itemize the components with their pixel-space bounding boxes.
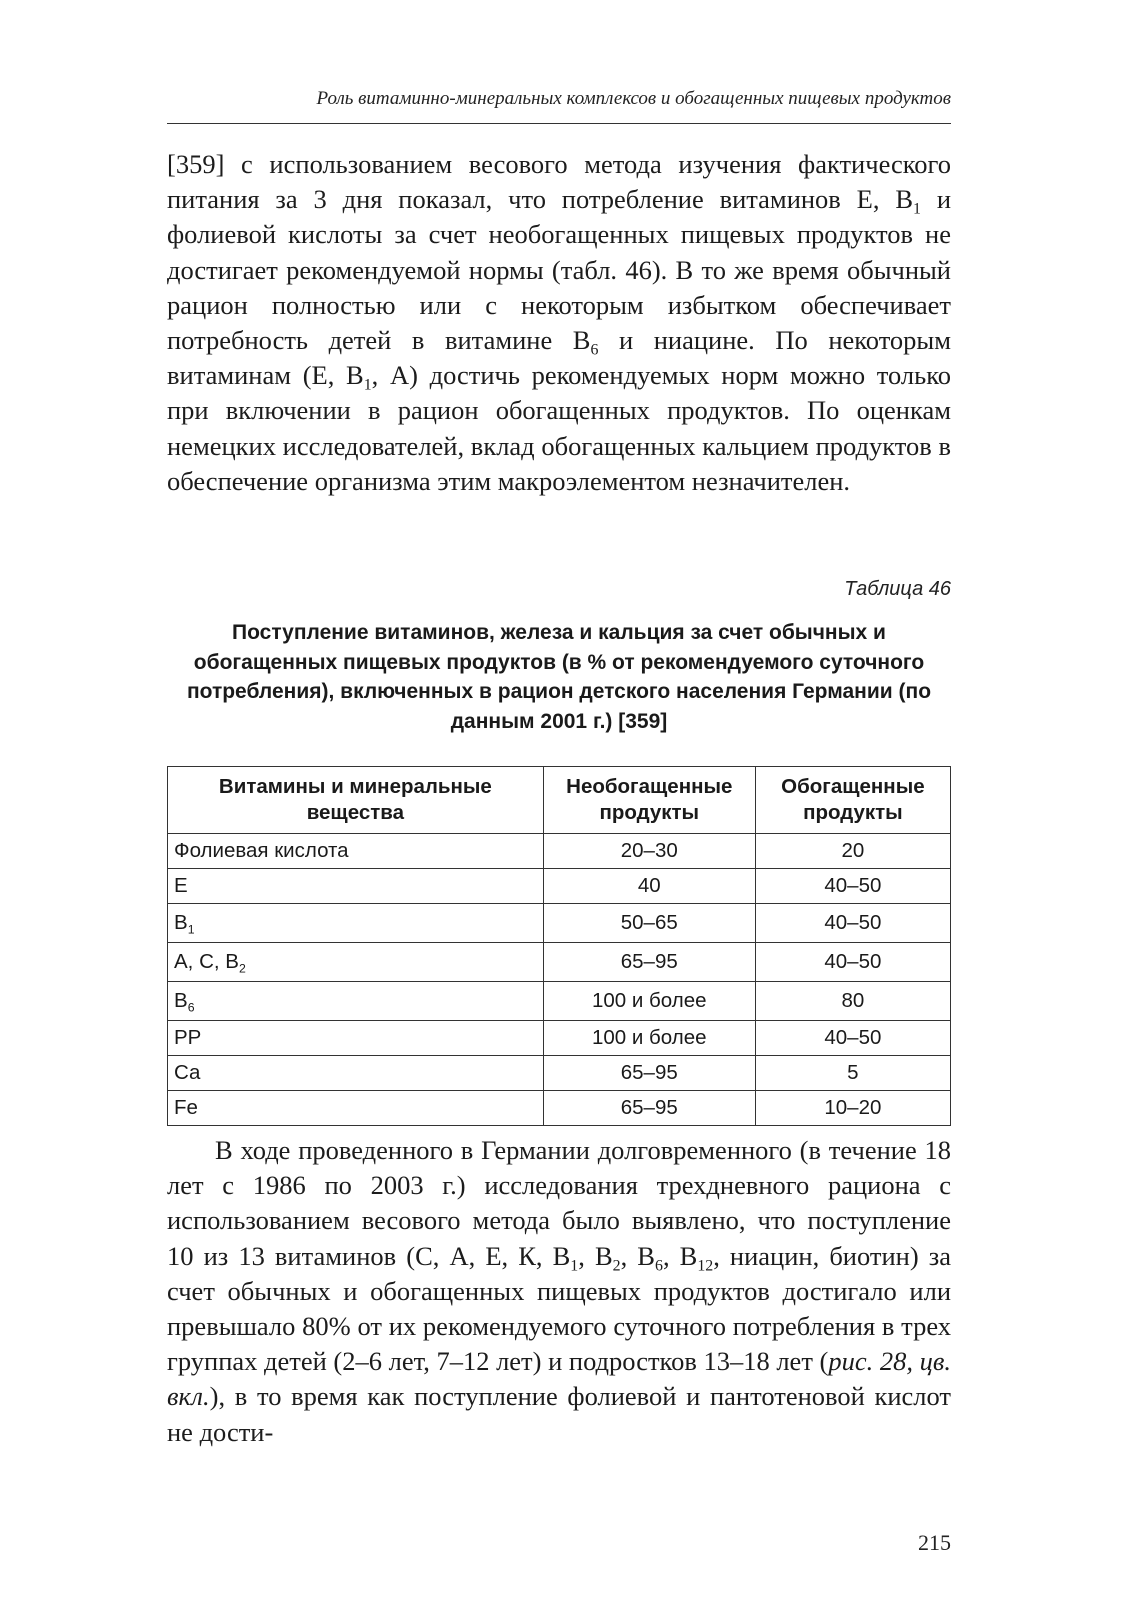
cell-fortified: 20 <box>755 834 950 869</box>
cell-fortified: 40–50 <box>755 904 950 943</box>
paragraph-1 <box>167 147 951 499</box>
cell-fortified: 80 <box>755 982 950 1021</box>
column-header-unfortified: Необогащенные продукты <box>543 767 755 834</box>
table-row <box>168 904 951 943</box>
cell-unfortified: 40 <box>543 869 755 904</box>
header-rule <box>167 123 951 124</box>
cell-substance <box>168 1056 544 1091</box>
cell-unfortified: 65–95 <box>543 1091 755 1126</box>
table-row <box>168 834 951 869</box>
cell-fortified: 40–50 <box>755 869 950 904</box>
substance-subscript: 2 <box>238 961 246 976</box>
vitamin-intake-table <box>167 766 951 1126</box>
cell-fortified: 10–20 <box>755 1091 950 1126</box>
cell-substance <box>168 943 544 982</box>
cell-unfortified: 65–95 <box>543 1056 755 1091</box>
table-header-row <box>168 767 951 834</box>
paragraph-1-text-2: и фолиевой кислоты за счет необогащенных пищевых продуктов не достигает рекомендуемой нормы (табл. 46). В то же время обычный рацион полностью или с некоторым избытком обеспечивает потребность детей в витамине В <box>167 184 951 356</box>
subscript: 1 <box>913 200 921 218</box>
cell-unfortified: 20–30 <box>543 834 755 869</box>
substance-name: А, С, В <box>174 950 239 973</box>
subscript: 2 <box>612 1257 621 1275</box>
cell-unfortified: 100 и более <box>543 1021 755 1056</box>
table-row <box>168 943 951 982</box>
table-title: Поступление витаминов, железа и кальция за счет обычных и обогащенных пищевых продуктов (в % от рекомендуемого суточного потребления), включенных в рацион детского населения Германии (по данным 2001 г.) [359] <box>186 621 932 733</box>
column-header-substance: Витамины и минеральные вещества <box>168 767 544 834</box>
cell-unfortified: 50–65 <box>543 904 755 943</box>
cell-fortified: 40–50 <box>755 1021 950 1056</box>
cell-substance <box>168 904 544 943</box>
subscript: 6 <box>654 1257 663 1275</box>
paragraph-2-text-1: В ходе проведенного в Германии долговременного (в течение 18 лет с 1986 по 2003 г.) исследования трехдневного рациона с использованием весового метода было выявлено, что поступление 10 из 13 витаминов (С, А, Е, К, В <box>167 1135 951 1271</box>
paragraph-2-text-2: , В <box>578 1240 613 1271</box>
paragraph-1-text-4: , А) достичь рекомендуемых норм можно только при включении в рацион обогащенных продуктов. По оценкам немецких исследователей, вклад обогащенных кальцием продуктов в обеспечение организма этим макроэлементом незначителен. <box>167 360 951 496</box>
cell-fortified: 5 <box>755 1056 950 1091</box>
paragraph-2-text-5: , ниацин, биотин) за счет обычных и обогащенных пищевых продуктов достигало или превышало 80% от их рекомендуемого суточного потребления в трех группах детей (2–6 лет, 7–12 лет) и подростков 13–18 лет ( <box>167 1240 951 1377</box>
cell-substance <box>168 869 544 904</box>
substance-name: Е <box>174 874 188 897</box>
substance-name: В <box>174 989 188 1012</box>
book-page <box>167 0 951 1600</box>
substance-name: Са <box>174 1061 201 1084</box>
cell-substance <box>168 982 544 1021</box>
subscript: 12 <box>697 1257 714 1275</box>
substance-name: Fe <box>174 1096 198 1119</box>
cell-substance <box>168 1091 544 1126</box>
column-header-fortified: Обогащенные продукты <box>755 767 950 834</box>
subscript: 1 <box>363 376 372 394</box>
paragraph-2-text-4: , В <box>662 1240 698 1271</box>
paragraph-2-text-3: , В <box>620 1240 655 1271</box>
running-head: Роль витаминно-минеральных комплексов и обогащенных пищевых продуктов <box>316 88 951 109</box>
table-row <box>168 1056 951 1091</box>
substance-name: Фолиевая кислота <box>174 839 349 862</box>
cell-unfortified: 100 и более <box>543 982 755 1021</box>
cell-unfortified: 65–95 <box>543 943 755 982</box>
page-number: 215 <box>918 1530 951 1555</box>
table-row <box>168 982 951 1021</box>
table-row <box>168 869 951 904</box>
table-caption: Таблица 46 <box>844 578 951 600</box>
substance-name: РР <box>174 1026 202 1049</box>
table-row <box>168 1021 951 1056</box>
paragraph-1-text-3: и ниацине. По некоторым витаминам (Е, В <box>167 325 952 391</box>
cell-substance <box>168 834 544 869</box>
substance-subscript: 6 <box>187 1000 195 1015</box>
subscript: 1 <box>570 1257 579 1275</box>
paragraph-2-text-6: ), в то время как поступление фолиевой и пантотеновой кислот не дости- <box>167 1381 951 1447</box>
cell-fortified: 40–50 <box>755 943 950 982</box>
table-row <box>168 1091 951 1126</box>
substance-subscript: 1 <box>187 922 195 937</box>
paragraph-1-text-1: [359] с использованием весового метода изучения фактического питания за 3 дня показал, что потребление витаминов Е, В <box>167 149 951 215</box>
paragraph-2 <box>167 1133 951 1450</box>
subscript: 6 <box>590 341 599 359</box>
substance-name: В <box>174 911 188 934</box>
figure-reference: рис. 28, цв. вкл. <box>167 1346 951 1412</box>
cell-substance <box>168 1021 544 1056</box>
